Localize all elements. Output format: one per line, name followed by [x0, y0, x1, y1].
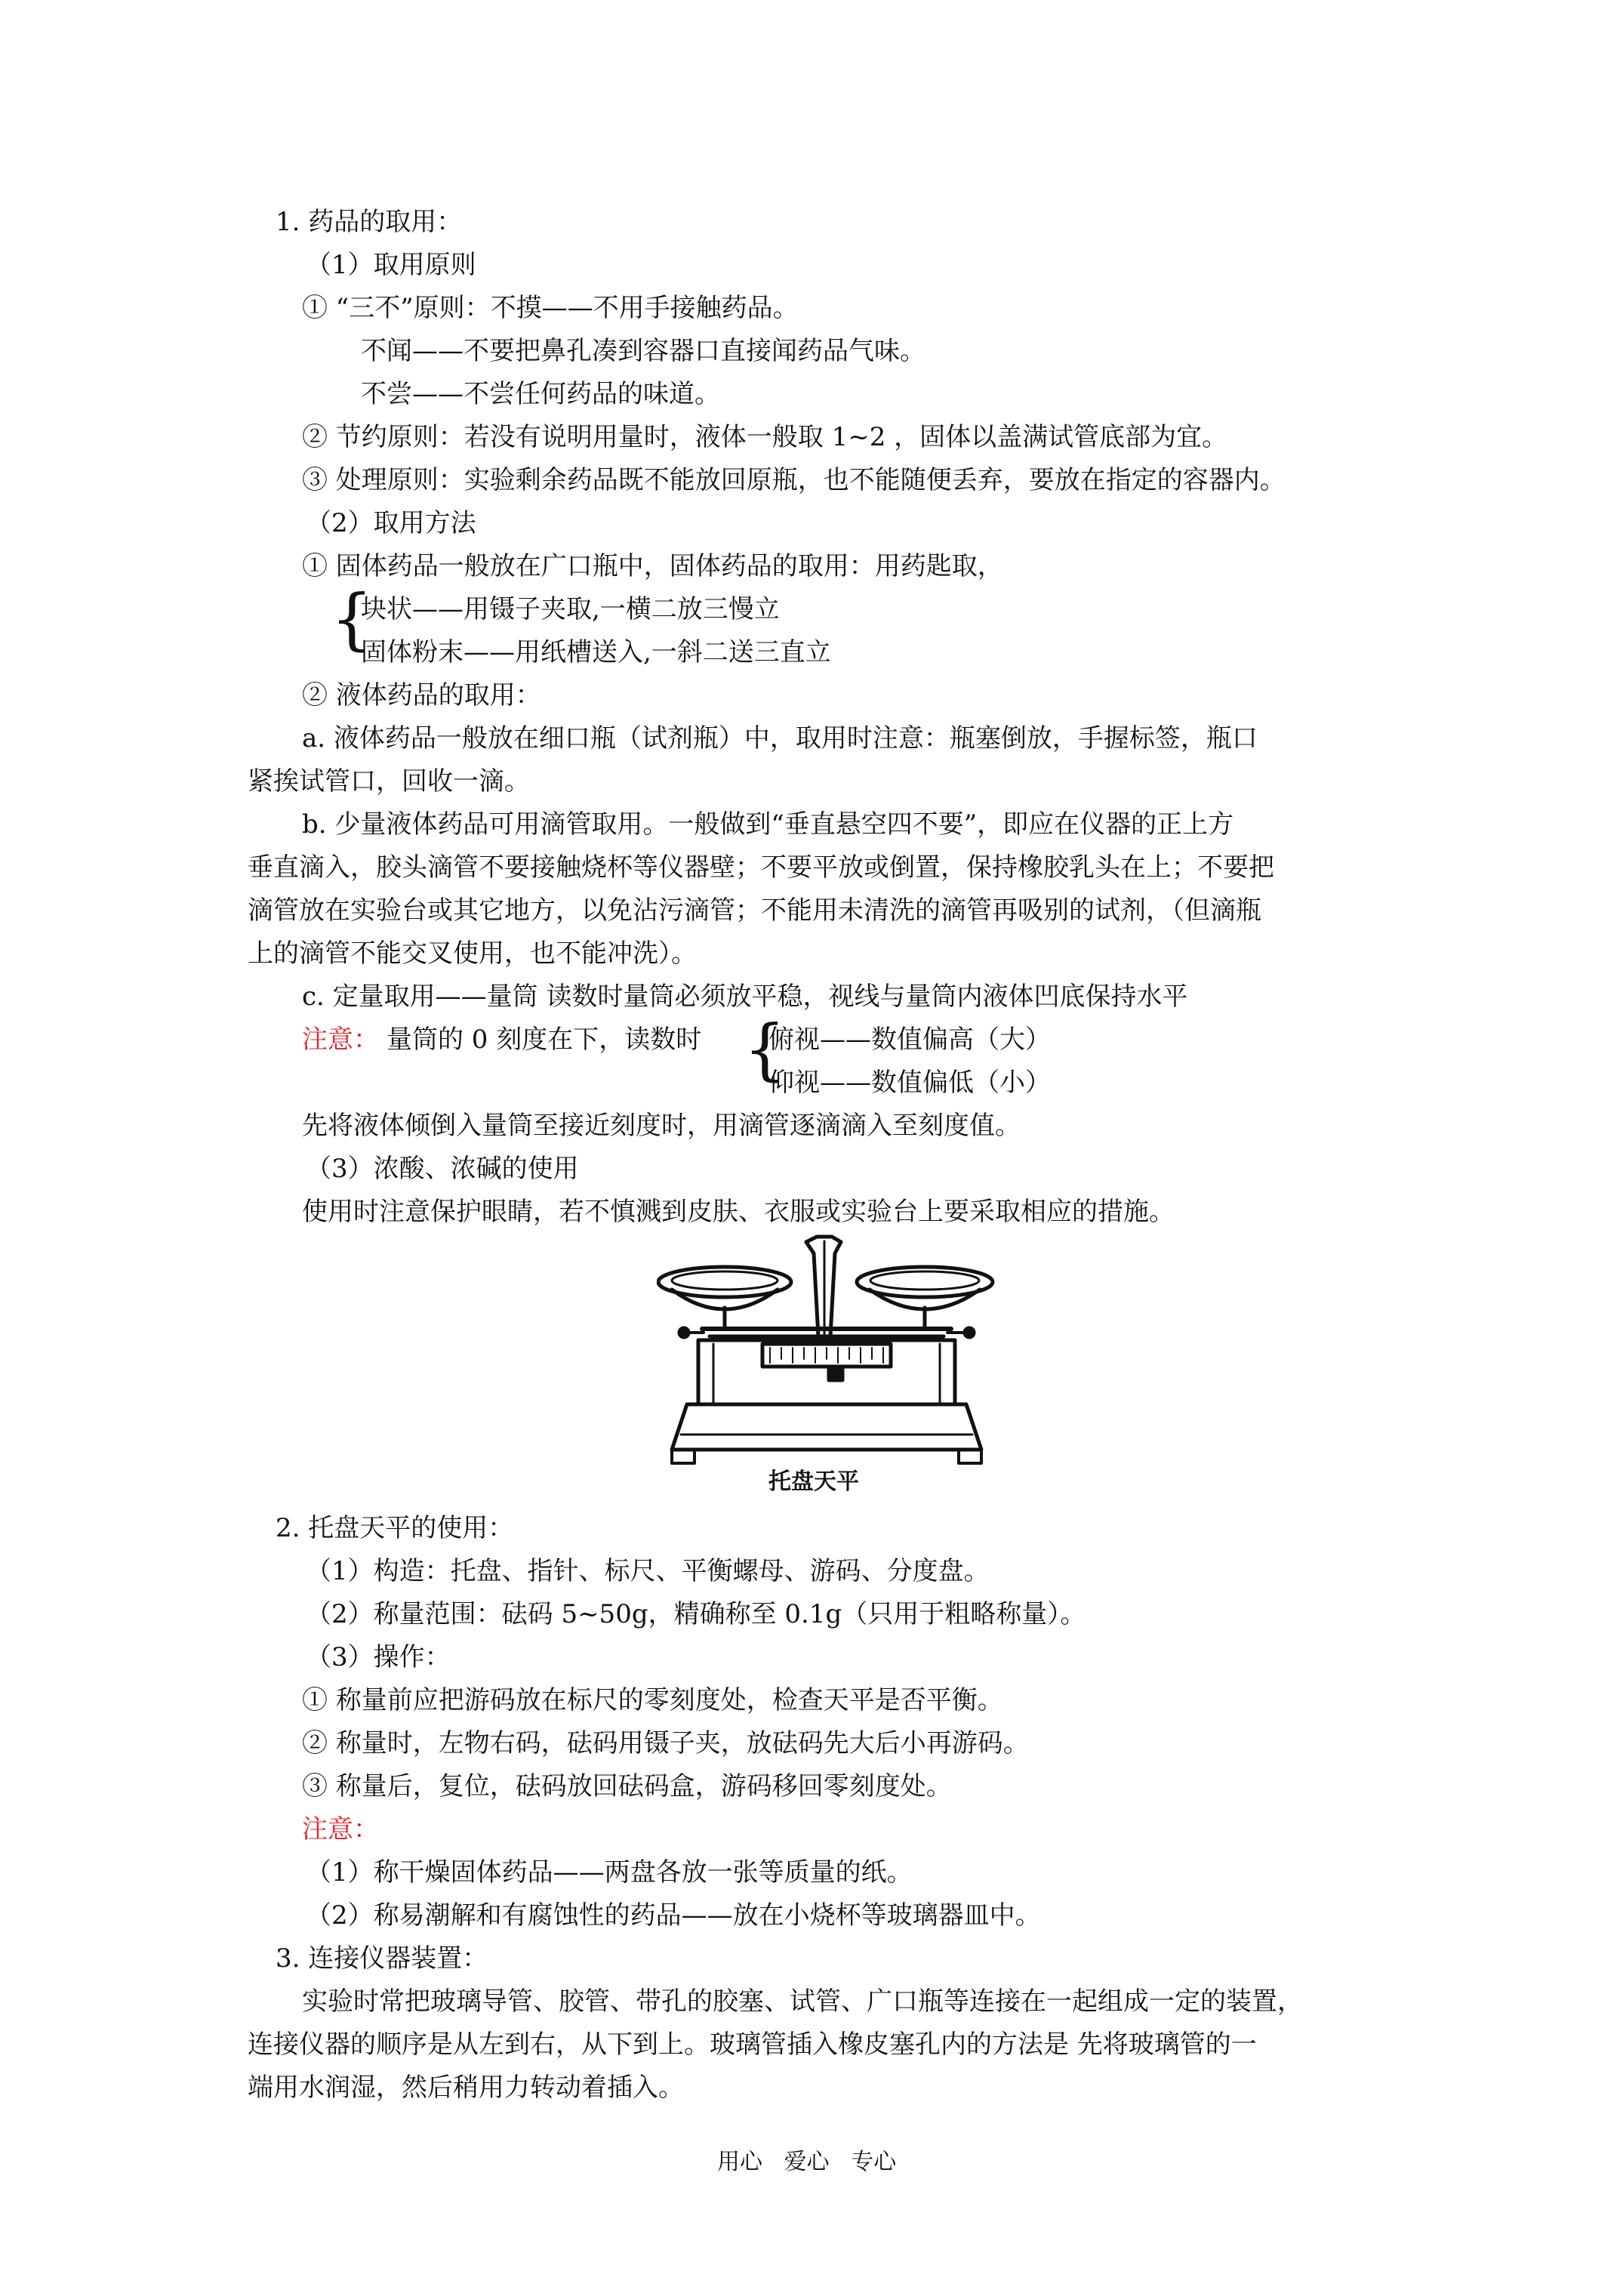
- solid-block-method: 块状——用镊子夹取,一横二放三慢立: [361, 594, 780, 624]
- brace-solid: {: [331, 580, 373, 658]
- note-look-down: 俯视——数值偏高（大）: [768, 1025, 1051, 1055]
- liquid-b-line4: 上的滴管不能交叉使用，也不能冲洗）。: [248, 938, 697, 969]
- solid-powder-method: 固体粉末——用纸槽送入,一斜二送三直立: [361, 637, 831, 667]
- balance-range: （2）称量范围：砝码 5~50g，精确称至 0.1g（只用于粗略称量）。: [306, 1599, 1086, 1629]
- operation-step-1: ① 称量前应把游码放在标尺的零刻度处，检查天平是否平衡。: [302, 1685, 1003, 1715]
- note-corrosive: （2）称易潮解和有腐蚀性的药品——放在小烧杯等玻璃器皿中。: [306, 1900, 1041, 1931]
- subheading-principles: （1）取用原则: [306, 250, 476, 280]
- rule-no-smell: 不闻——不要把鼻孔凑到容器口直接闻药品气味。: [361, 336, 925, 366]
- acid-safety-text: 使用时注意保护眼睛，若不慎溅到皮肤、衣服或实验台上要采取相应的措施。: [302, 1197, 1175, 1227]
- note-cylinder-text: 量筒的 0 刻度在下，读数时: [387, 1025, 702, 1055]
- note-dry-solid: （1）称干燥固体药品——两盘各放一张等质量的纸。: [306, 1857, 913, 1888]
- balance-operation-heading: （3）操作：: [306, 1642, 451, 1672]
- solid-reagent-text: ① 固体药品一般放在广口瓶中，固体药品的取用：用药匙取，: [302, 551, 1003, 581]
- rule-no-taste: 不尝——不尝任何药品的味道。: [361, 379, 720, 409]
- rule-disposal: ③ 处理原则：实验剩余药品既不能放回原瓶，也不能随便丢弃，要放在指定的容器内。: [302, 465, 1286, 495]
- section2-heading: 2. 托盘天平的使用：: [276, 1513, 514, 1543]
- operation-step-2: ② 称量时，左物右码，砝码用镊子夹，放砝码先大后小再游码。: [302, 1728, 1029, 1758]
- figure-caption: 托盘天平: [768, 1469, 859, 1495]
- tray-balance-illustration: [657, 1223, 996, 1495]
- page-footer: 用心 爱心 专心: [717, 2149, 897, 2175]
- note-label-1: 注意：: [302, 1025, 379, 1055]
- subheading-methods: （2）取用方法: [306, 508, 476, 538]
- apparatus-line1: 实验时常把玻璃导管、胶管、带孔的胶塞、试管、广口瓶等连接在一起组成一定的装置，: [302, 1986, 1303, 2017]
- note-label-2: 注意：: [302, 1814, 379, 1845]
- section1-heading: 1. 药品的取用：: [276, 207, 463, 237]
- apparatus-line3: 端用水润湿，然后稍用力转动着插入。: [248, 2073, 684, 2103]
- balance-structure: （1）构造：托盘、指针、标尺、平衡螺母、游码、分度盘。: [306, 1556, 990, 1586]
- rule-three-nots: ① “三不”原则：不摸——不用手接触药品。: [302, 293, 799, 323]
- liquid-b-line3: 滴管放在实验台或其它地方，以免沾污滴管；不能用未清洗的滴管再吸别的试剂，（但滴瓶: [248, 895, 1261, 926]
- rule-economy: ② 节约原则：若没有说明用量时，液体一般取 1~2 ，固体以盖满试管底部为宜。: [302, 422, 1228, 452]
- liquid-b-line2: 垂直滴入，胶头滴管不要接触烧杯等仪器壁；不要平放或倒置，保持橡胶乳头在上；不要把: [248, 852, 1274, 883]
- liquid-b-line1: b. 少量液体药品可用滴管取用。一般做到“垂直悬空四不要”，即应在仪器的正上方: [302, 809, 1234, 840]
- pour-instruction: 先将液体倾倒入量筒至接近刻度时，用滴管逐滴滴入至刻度值。: [302, 1111, 1021, 1141]
- liquid-reagent-heading: ② 液体药品的取用：: [302, 680, 541, 710]
- apparatus-line2: 连接仪器的顺序是从左到右，从下到上。玻璃管插入橡皮塞孔内的方法是 先将玻璃管的一: [248, 2029, 1257, 2060]
- brace-reading: {: [744, 1010, 786, 1088]
- liquid-a-line1: a. 液体药品一般放在细口瓶（试剂瓶）中，取用时注意：瓶塞倒放，手握标签，瓶口: [302, 723, 1258, 754]
- liquid-c-line: c. 定量取用——量筒 读数时量筒必须放平稳，视线与量筒内液体凹底保持水平: [302, 982, 1188, 1012]
- section3-heading: 3. 连接仪器装置：: [276, 1943, 488, 1974]
- operation-step-3: ③ 称量后，复位，砝码放回砝码盒，游码移回零刻度处。: [302, 1771, 952, 1801]
- liquid-a-line2: 紧挨试管口，回收一滴。: [248, 766, 530, 797]
- note-look-up: 仰视——数值偏低（小）: [768, 1068, 1051, 1098]
- subheading-acids: （3）浓酸、浓碱的使用: [306, 1154, 579, 1184]
